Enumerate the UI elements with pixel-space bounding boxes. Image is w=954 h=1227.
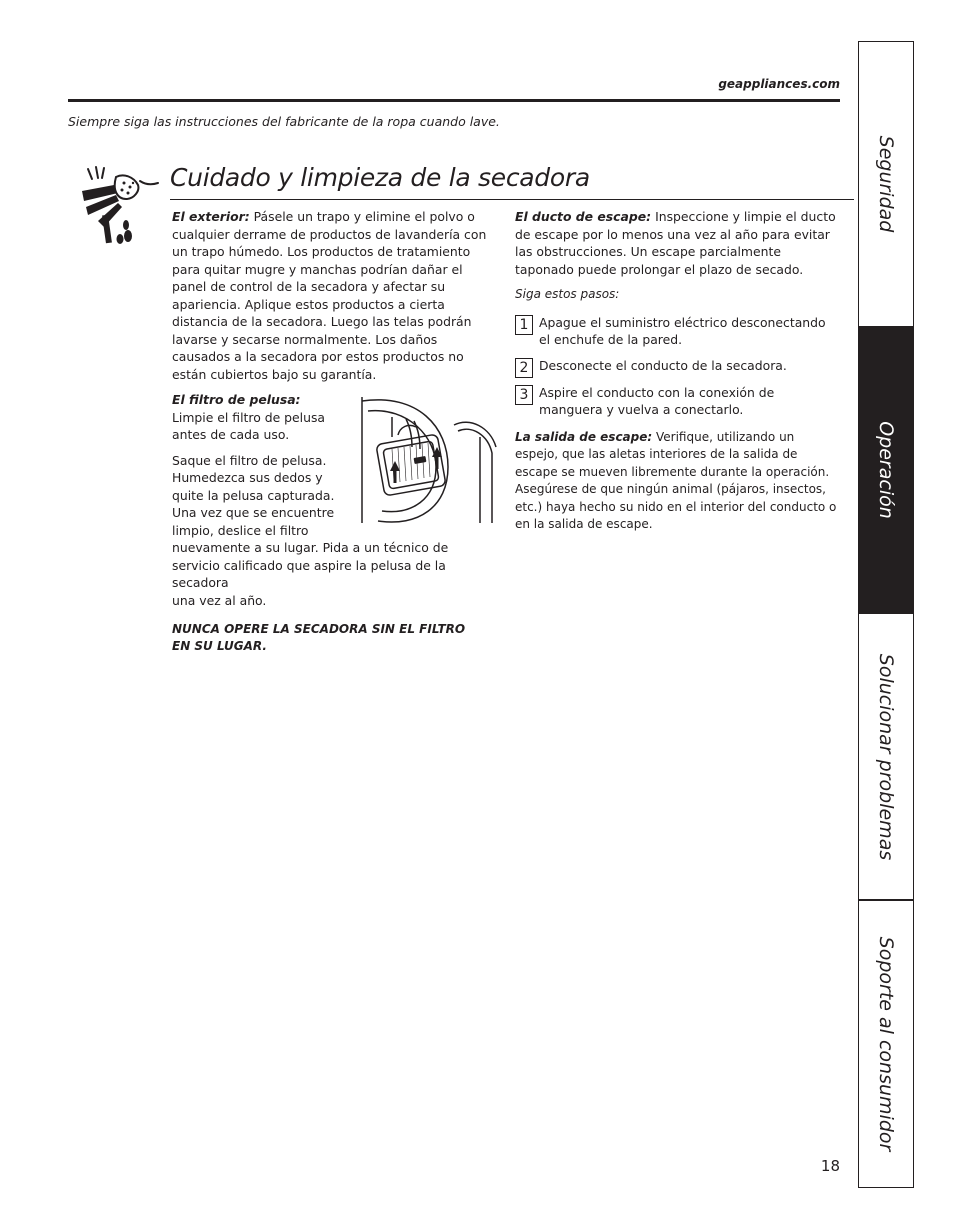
intro-note: Siempre siga las instrucciones del fabricante de la ropa cuando lave. [68, 114, 500, 129]
section-title: Cuidado y limpieza de la secadora [170, 163, 590, 192]
tab-label: Solucionar problemas [875, 653, 897, 861]
filter-instructions: Saque el filtro de pelusa. Humedezca sus dedos y quite la pelusa capturada. Una vez que se encuentre limpio, deslice el filtro [172, 452, 335, 538]
left-column [172, 208, 494, 655]
filter-instructions-end: una vez al año. [172, 592, 267, 608]
tab-label: Soporte al consumidor [875, 936, 897, 1152]
outlet-text: Verifique, utilizando un espejo, que las aletas interiores de la salida de escape se mueven libremente durante la operación. Asegúrese de que ningún animal (pájaros, insectos, etc.) haya hecho su nido en el interior del conducto o en la salida de escape. [515, 429, 837, 531]
outlet-paragraph [515, 429, 837, 534]
header-rule [68, 99, 840, 102]
right-column [515, 208, 837, 542]
duct-paragraph [515, 208, 837, 278]
steps-intro: Siga estos pasos: [515, 287, 620, 301]
tab-solucionar-problemas[interactable] [859, 614, 913, 900]
step-text: Aspire el conducto con la conexión de manguera y vuelva a conectarlo. [539, 384, 775, 417]
tab-label: Operación [875, 421, 897, 519]
page-number: 18 [820, 1157, 840, 1175]
filter-warning: NUNCA OPERE LA SECADORA SIN EL FILTRO EN SU LUGAR. [172, 622, 466, 653]
filter-text: Limpie el filtro de pelusa antes de cada uso. [172, 409, 325, 442]
outlet-label: La salida de escape: [515, 429, 653, 444]
duct-text: Inspeccione y limpie el ducto de escape por lo menos una vez al año para evitar las obstrucciones. Un escape parcialmente taponado puede prolongar el plazo de secado. [515, 209, 836, 277]
step-number: 2 [515, 358, 533, 378]
filter-label: El filtro de pelusa: [172, 392, 301, 407]
step-1 [515, 314, 837, 349]
filter-instructions-cont: nuevamente a su lugar. Pida a un técnico de servicio calificado que aspire la pelusa de la secadora [172, 540, 449, 590]
step-number: 3 [515, 385, 533, 405]
side-tabs [858, 41, 914, 1188]
tab-operacion[interactable] [859, 326, 913, 614]
step-number: 1 [515, 315, 533, 335]
tab-label: Seguridad [875, 135, 897, 233]
exterior-text: Pásele un trapo y elimine el polvo o cualquier derrame de productos de lavandería con un trapo húmedo. Los productos de tratamiento para quitar mugre y manchas podrían dañar el panel de control de la secadora y afectar su apariencia. Aplique estos productos a cierta distancia de la secadora. Luego las telas podrán lavarse y secarse normalmente. Los daños causados a la secadora por estos productos no están cubiertos bajo su garantía. [172, 209, 487, 382]
step-2 [515, 357, 837, 378]
title-rule [170, 199, 854, 200]
step-3 [515, 384, 837, 419]
sponge-cleaning-icon [80, 163, 160, 247]
site-url: geappliances.com [718, 77, 840, 91]
lint-filter-block [172, 391, 494, 609]
tab-soporte-al-consumidor[interactable] [859, 901, 913, 1187]
filter-paragraph [172, 391, 342, 444]
step-text: Apague el suministro eléctrico desconectando el enchufe de la pared. [539, 314, 826, 347]
duct-label: El ducto de escape: [515, 209, 652, 224]
lint-filter-illustration [358, 397, 498, 523]
tab-seguridad[interactable] [859, 42, 913, 326]
step-text: Desconecte el conducto de la secadora. [539, 357, 787, 373]
exterior-paragraph [172, 208, 494, 383]
exterior-label: El exterior: [172, 209, 250, 224]
